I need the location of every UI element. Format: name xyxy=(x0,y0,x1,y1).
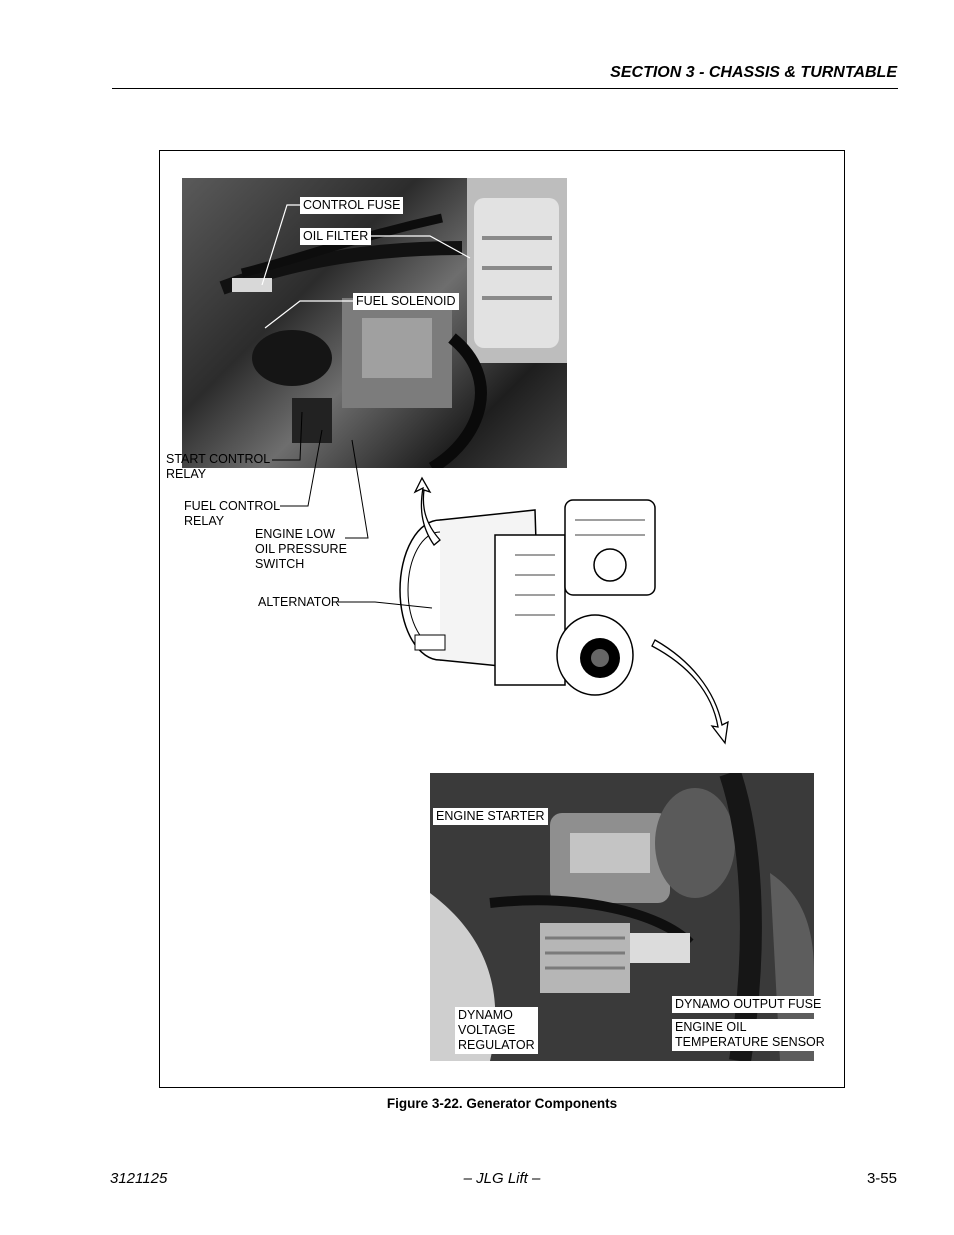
section-title: SECTION 3 - CHASSIS & TURNTABLE xyxy=(610,64,897,81)
oil-filter-label: OIL FILTER xyxy=(300,228,371,245)
fuel-solenoid-label: FUEL SOLENOID xyxy=(353,293,459,310)
engine-low-oil-pressure-switch-label: ENGINE LOW OIL PRESSURE SWITCH xyxy=(255,527,347,571)
control-fuse-label: CONTROL FUSE xyxy=(300,197,403,214)
document-number: 3121125 xyxy=(110,1170,168,1187)
footer-brand: – JLG Lift – xyxy=(463,1170,541,1187)
engine-oil-temperature-sensor-label: ENGINE OIL TEMPERATURE SENSOR xyxy=(672,1019,828,1051)
dynamo-voltage-regulator-label: DYNAMO VOLTAGE REGULATOR xyxy=(455,1007,538,1054)
alternator-label: ALTERNATOR xyxy=(258,595,340,609)
figure-caption: Figure 3-22. Generator Components xyxy=(386,1096,618,1111)
engine-starter-label: ENGINE STARTER xyxy=(433,808,548,825)
page-number: 3-55 xyxy=(866,1170,897,1187)
dynamo-output-fuse-label: DYNAMO OUTPUT FUSE xyxy=(672,996,824,1013)
fuel-control-relay-label: FUEL CONTROL RELAY xyxy=(184,499,281,528)
start-control-relay-label: START CONTROL RELAY xyxy=(166,452,271,481)
